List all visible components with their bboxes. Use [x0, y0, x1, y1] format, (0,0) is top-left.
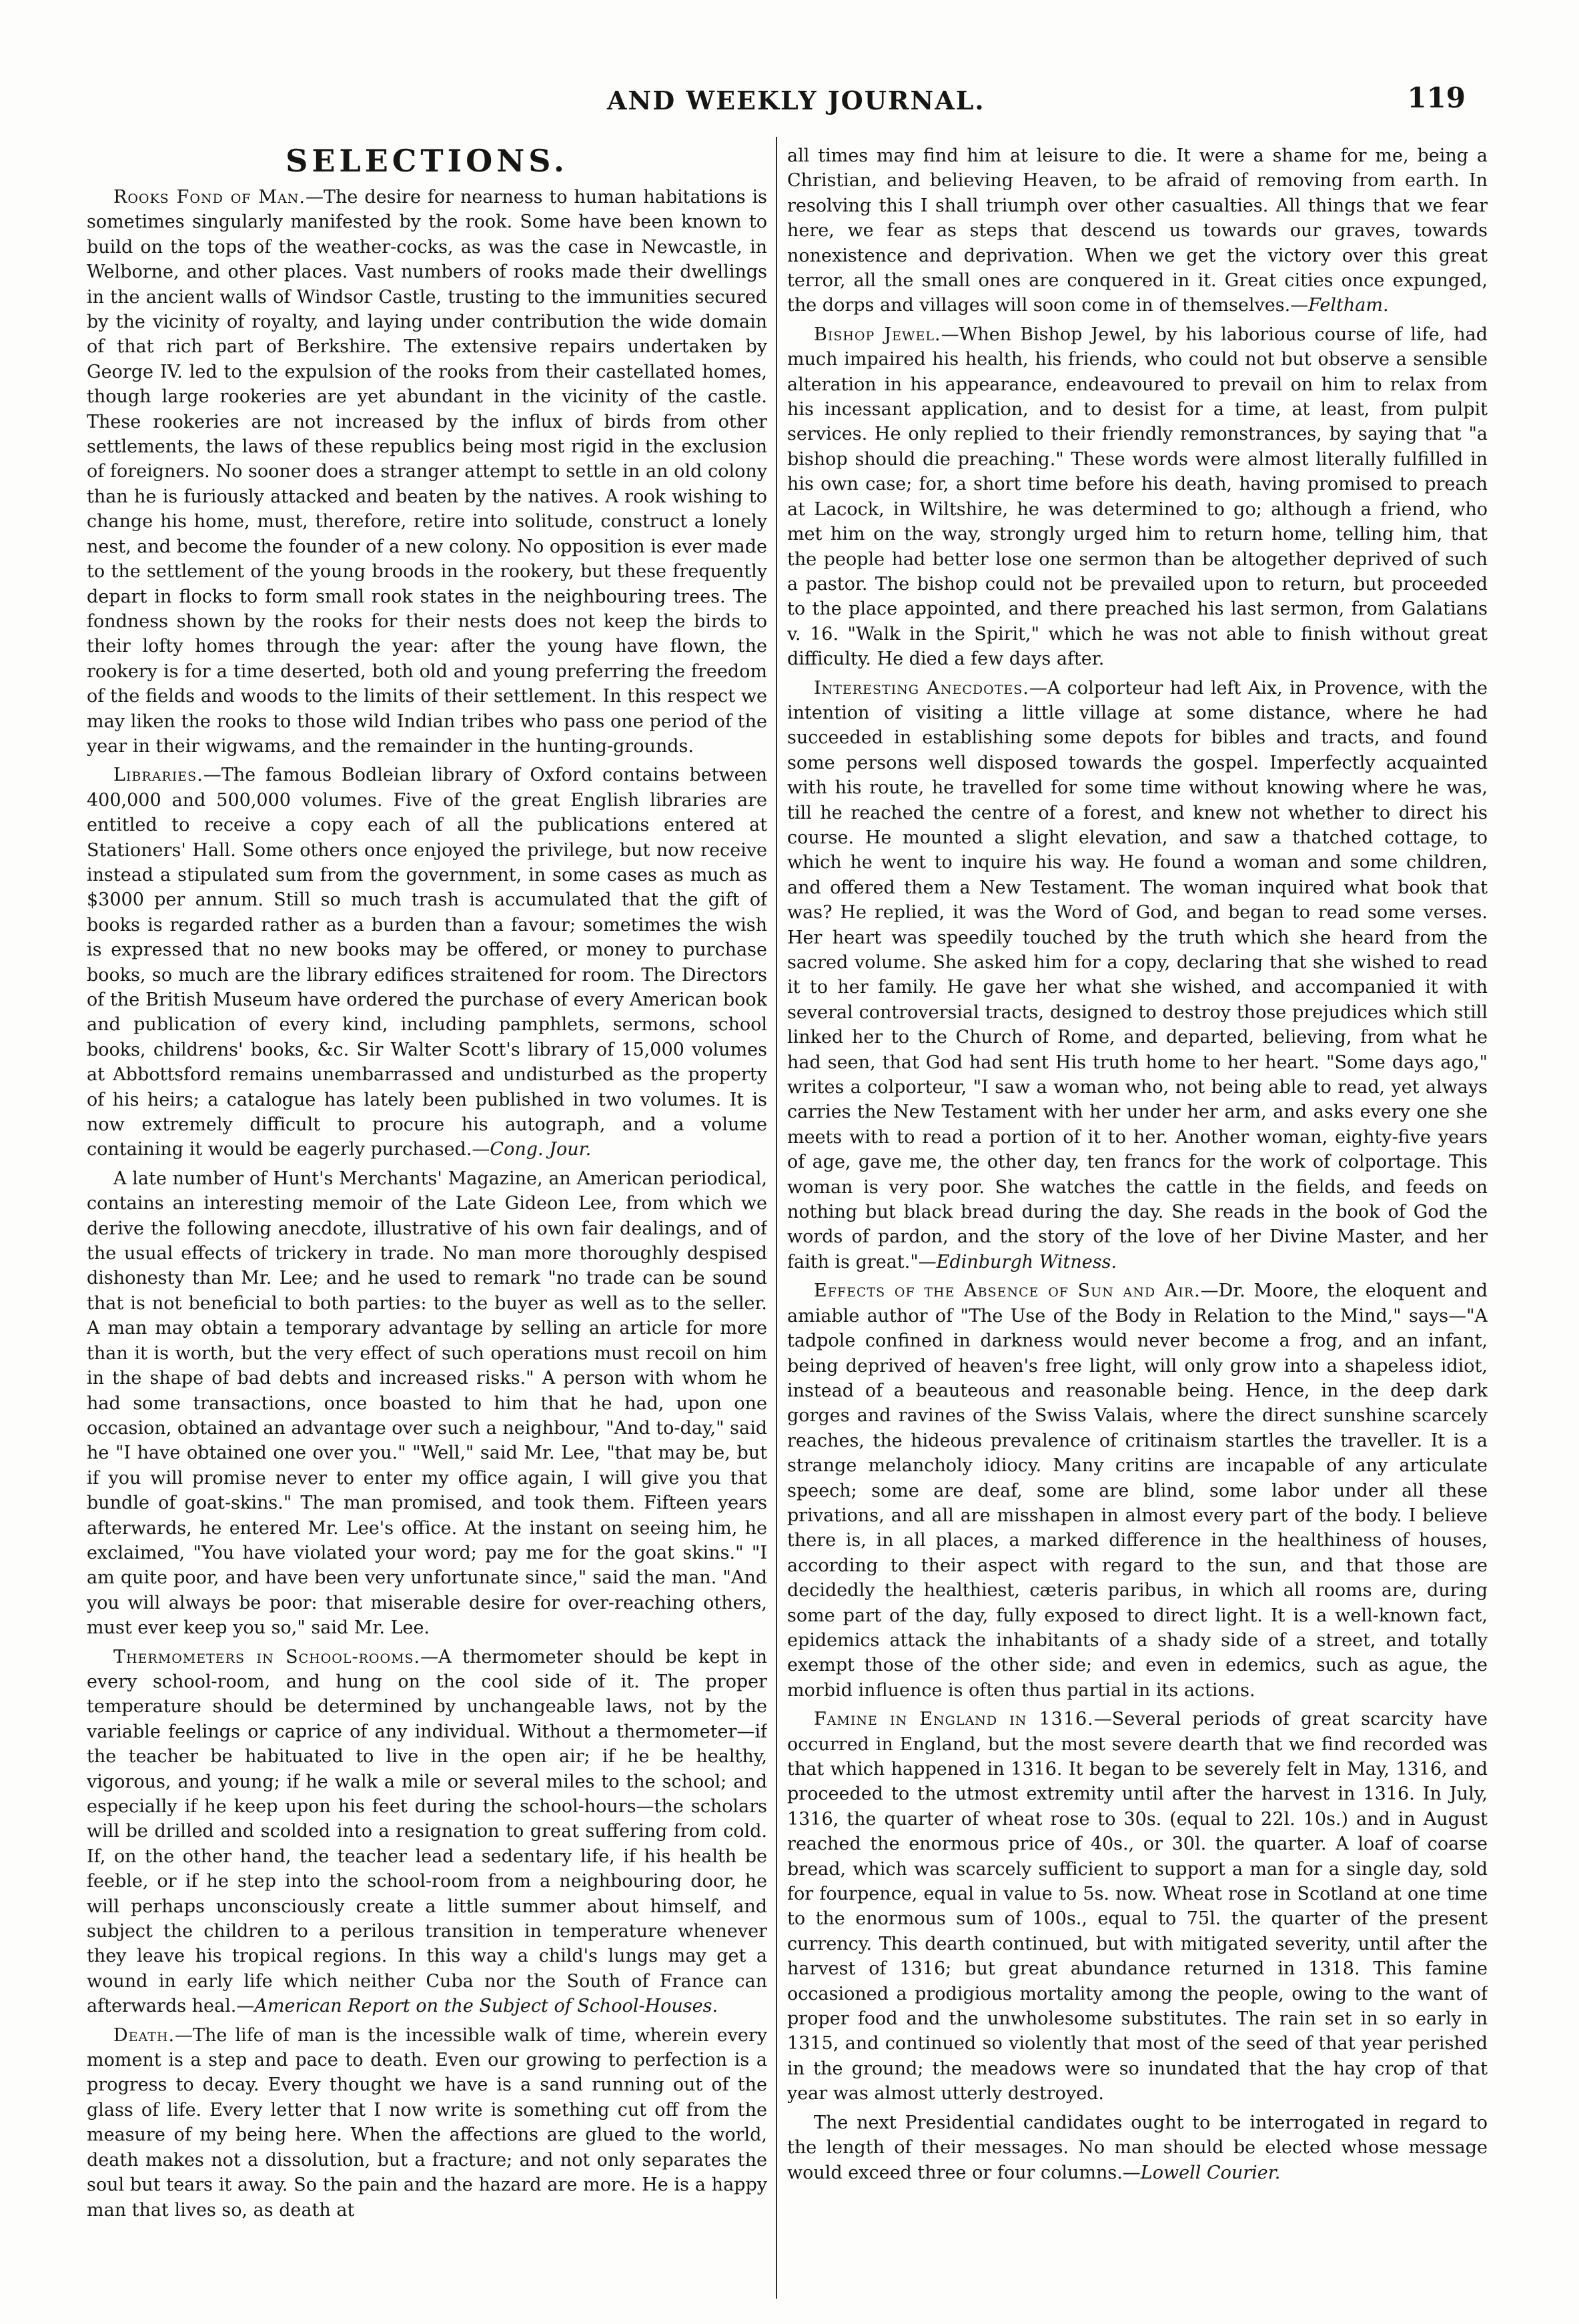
article-text: —A thermometer should be kept in every school-room, and hung on the cool side of it. The proper temperature should be determined by unchangeable laws, not by the variable feelings or caprice of any individual. Without a thermometer—if the teacher be habituated to live in the open air; if he be healthy, vigorous, and young; if he walk a mile or several miles to the school; and especially if he keep upon his feet during the school-hours—the scholars will be drilled and scolded into a resignation to great suffering from cold. If, on the other hand, the teacher lead a sedentary life, if his health be feeble, or if he step into the school-room from a neighbouring door, he will perhaps unconsciously create a little summer about himself, and subject the children to a perilous transition in temperature whenever they leave his tropical regions. In this way a child's lungs may get a wound in early life which neither Cuba nor the South of France can afterwards heal.— — [87, 1646, 767, 2017]
article-libraries — [87, 763, 767, 1162]
article-text: —The famous Bodleian library of Oxford contains between 400,000 and 500,000 volumes. Five of the great English libraries are entitled to receive a copy each of all the publications entered at Stationers' Hall. Some others once enjoyed the privilege, but now receive instead a stipulated sum from the government, in some cases as much as $3000 per annum. Still so much trash is accumulated that the gift of books is regarded rather as a burden than a favour; sometimes the wish is expressed that no new books may be offered, or money to purchase books, so much are the library edifices straitened for room. The Directors of the British Museum have ordered the purchase of every American book and publication of every kind, including pamphlets, sermons, school books, childrens' books, &c. Sir Walter Scott's library of 15,000 volumes at Abbottsford remains unembarrassed and undisturbed as the property of his heirs; a catalogue has lately been published in two volumes. It is now extremely difficult to procure his autograph, and a volume containing it would be eagerly purchased.— — [87, 765, 767, 1160]
article-source: American Report on the Subject of School-Houses. — [254, 1996, 718, 2017]
article-death-continued — [787, 143, 1488, 318]
article-text: A late number of Hunt's Merchants' Magazine, an American periodical, contains an interesting memoir of the Late Gideon Lee, from which we derive the following anecdote, illustrative of his own fair dealings, and of the usual effects of trickery in trade. No man more thoroughly despised dishonesty than Mr. Lee; and he used to remark "no trade can be sound that is not beneficial to both parties: to the buyer as well as to the seller. A man may obtain a temporary advantage by selling an article for more than it is worth, but the very effect of such operations must recoil on him in the shape of bad debts and increased risks." A person with whom he had some transactions, once boasted to him that he had, upon one occasion, obtained an advantage over such a neighbour, "And to-day," said he "I have obtained one over you." "Well," said Mr. Lee, "that may be, but if you will promise never to enter my office again, I will give you that bundle of goat-skins." The man promised, and took them. Fifteen years afterwards, he entered Mr. Lee's office. At the instant on seeing him, he exclaimed, "You have violated your word; pay me for the goat skins." "I am quite poor, and have been very unfortunate since," said the man. "And you will always be poor: that miserable desire for over-reaching others, must ever keep you so," said Mr. Lee. — [87, 1168, 767, 1639]
article-heading: Effects of the Absence of Sun and Air. — [814, 1280, 1201, 1302]
column-divider — [776, 137, 777, 2299]
article-text: —Several periods of great scarcity have occurred in England, but the most severe dearth that we find recorded was that which happened in 1316. It began to be severely felt in May, 1316, and proceeded to the utmost extremity until after the harvest in 1316. In July, 1316, the quarter of wheat rose to 30s. (equal to 22l. 10s.) and in August reached the enormous price of 40s., or 30l. the quarter. A loaf of coarse bread, which was scarcely sufficient to support a man for a single day, sold for fourpence, equal in value to 5s. now. Wheat rose in Scotland at one time to the enormous sum of 100s., equal to 75l. the quarter of the present currency. This dearth continued, but with mitigated severity, until after the harvest of 1316; but great abundance returned in 1318. This famine occasioned a prodigious mortality among the people, owing to the want of proper food and the unwholesome substitutes. The rain set in so early in 1315, and continued so violently that most of the seed of that year perished in the ground; the meadows were so inundated that the hay crop of that year was almost utterly destroyed. — [787, 1709, 1488, 2104]
section-title: SELECTIONS. — [286, 143, 568, 179]
article-text: —When Bishop Jewel, by his laborious course of life, had much impaired his health, his friends, who could not but observe a sensible alteration in his appearance, endeavoured to prevail on him to relax from his incessant application, and to desist for a time, at least, from pulpit services. He only replied to their friendly remonstrances, by saying that "a bishop should die preaching." These words were almost literally fulfilled in his own case; for, a short time before his death, having promised to preach at Lacock, in Wiltshire, he was determined to go; although a friend, who met him on the way, strongly urged him to return home, telling him, that the people had better lose one sermon than be altogether deprived of such a pastor. The bishop could not be prevailed upon to return, but proceeded to the place appointed, and there preached his last sermon, from Galatians v. 16. "Walk in the Spirit," which he was not able to finish without great difficulty. He died a few days after. — [787, 324, 1488, 670]
article-text: —The life of man is the incessible walk of time, wherein every moment is a step and pace to death. Even our growing to perfection is a progress to decay. Every thought we have is a sand running out of the glass of life. Every letter that I now write is something cut off from the measure of my being here. When the affections are glued to the world, death makes not a dissolution, but a fracture; and not only separates the soul but tears it away. So the pain and the hazard are more. He is a happy man that lives so, as death at — [87, 2024, 767, 2221]
article-thermometers — [87, 1645, 767, 2019]
article-source: Lowell Courier. — [1140, 2162, 1281, 2183]
article-heading: Bishop Jewel. — [814, 324, 941, 345]
article-text: —The desire for nearness to human habitations is sometimes singularly manifested by the rook. Some have been known to build on the tops of the weather-cocks, as was the case in Newcastle, in Welborne, and other places. Vast numbers of rooks made their dwellings in the ancient walls of Windsor Castle, trusting to the immunities secured by the vicinity of royalty, and laying under contribution the wide domain of that rich part of Berkshire. The extensive repairs undertaken by George IV. led to the expulsion of the rooks from their castellated homes, though large rookeries are yet abundant in the vicinity of the castle. These rookeries are not increased by the influx of birds from other settlements, the laws of these republics being most rigid in the exclusion of foreigners. No sooner does a stranger attempt to settle in an old colony than he is furiously attacked and beaten by the natives. A rook wishing to change his home, must, therefore, retire into solitude, construct a lonely nest, and become the founder of a new colony. No opposition is ever made to the settlement of the young broods in the rookery, but these frequently depart in flocks to form small rook states in the neighbouring trees. The fondness shown by the rooks for their nests does not keep the birds to their lofty homes through the year: after the young have flown, the rookery is for a time deserted, both old and young preferring the freedom of the fields and woods to the limits of their settlement. In this respect we may liken the rooks to those wild Indian tribes who pass one period of the year in their wigwams, and the remainder in the hunting-grounds. — [87, 187, 767, 757]
article-heading: Rooks Fond of Man. — [113, 187, 306, 208]
article-bishop-jewel — [787, 322, 1488, 672]
article-death — [87, 2023, 767, 2223]
article-text: all times may find him at leisure to die. It were a shame for me, being a Christian, and believing Heaven, to be afraid of removing from earth. In resolving this I shall triumph over other casualties. All things that we fear here, we fear as steps that descend us towards our graves, towards nonexistence and deprivation. When we get the victory over this great terror, all the small ones are conquered in it. Great cities once expunged, the dorps and villages will soon come in of themselves.— — [787, 145, 1488, 316]
article-presidential — [787, 2110, 1488, 2185]
article-text: The next Presidential candidates ought to be interrogated in regard to the length of their messages. No man should be elected whose message would exceed three or four columns.— — [787, 2112, 1488, 2183]
article-sun-and-air — [787, 1278, 1488, 1703]
article-source: Edinburgh Witness. — [936, 1251, 1117, 1272]
article-source: Cong. Jour. — [490, 1139, 592, 1160]
left-column — [87, 143, 767, 2302]
article-gideon-lee — [87, 1166, 767, 1641]
article-anecdotes — [787, 676, 1488, 1275]
article-heading: Libraries. — [113, 765, 203, 786]
article-text: —Dr. Moore, the eloquent and amiable author of "The Use of the Body in Relation to the Mind," says—"A tadpole confined in darkness would never become a frog, and an infant, being deprived of heaven's free light, will only grow into a shapeless idiot, instead of a beauteous and reasonable being. Hence, in the deep dark gorges and ravines of the Swiss Valais, where the direct sunshine scarcely reaches, the hideous prevalence of critinaism startles the traveller. It is a strange melancholy idiocy. Many critins are incapable of any articulate speech; some are deaf, some are blind, some labor under all these privations, and all are misshapen in almost every part of the body. I believe there is, in all places, a marked difference in the healthiness of houses, according to their aspect with regard to the sun, and that those are decidedly the healthiest, cæteris paribus, in which all rooms are, during some part of the day, fully exposed to direct light. It is a well-known fact, epidemics attack the inhabitants of a shady side of a street, and totally exempt those of the other side; and even in edemics, such as ague, the morbid influence is often thus partial in its actions. — [787, 1280, 1488, 1701]
article-famine — [787, 1707, 1488, 2106]
article-heading: Thermometers in School-rooms. — [113, 1646, 421, 1667]
page-header — [87, 81, 1466, 125]
article-heading: Famine in England in 1316. — [814, 1709, 1094, 1730]
article-rooks — [87, 185, 767, 759]
page-number: 119 — [1407, 81, 1466, 114]
article-source: Feltham. — [1308, 295, 1389, 316]
running-title: AND WEEKLY JOURNAL. — [607, 85, 985, 115]
right-column — [787, 143, 1488, 2302]
article-heading: Interesting Anecdotes. — [814, 677, 1029, 699]
article-heading: Death. — [113, 2024, 175, 2046]
article-text: —A colporteur had left Aix, in Provence, with the intention of visiting a little village at some distance, where he had succeeded in establishing some depots for bibles and tracts, and found some persons well disposed towards the gospel. Imperfectly acquainted with his route, he travelled for some time without knowing where he was, till he reached the centre of a forest, and knew not whether to direct his course. He mounted a slight elevation, and saw a thatched cottage, to which he went to inquire his way. He found a woman and some children, and offered them a New Testament. The woman inquired what book that was? He replied, it was the Word of God, and began to read some verses. Her heart was speedily touched by the truth which she heard from the sacred volume. She asked him for a copy, declaring that she wished to read it to her family. He gave her what she wished, and accompanied it with several controversial tracts, designed to destroy those prejudices which still linked her to the Church of Rome, and departed, believing, from what he had seen, that God had sent His truth home to her heart. "Some days ago," writes a colporteur, "I saw a woman who, not being able to read, yet always carries the New Testament with her under her arm, and asks every one she meets with to read a portion of it to her. Another woman, eighty-five years of age, gave me, the other day, ten francs for the work of colportage. This woman is very poor. She watches the cattle in the fields, and feeds on nothing but black bread during the day. She reads in the book of God the words of pardon, and the story of the love of her Divine Master, and her faith is great."— — [787, 677, 1488, 1272]
